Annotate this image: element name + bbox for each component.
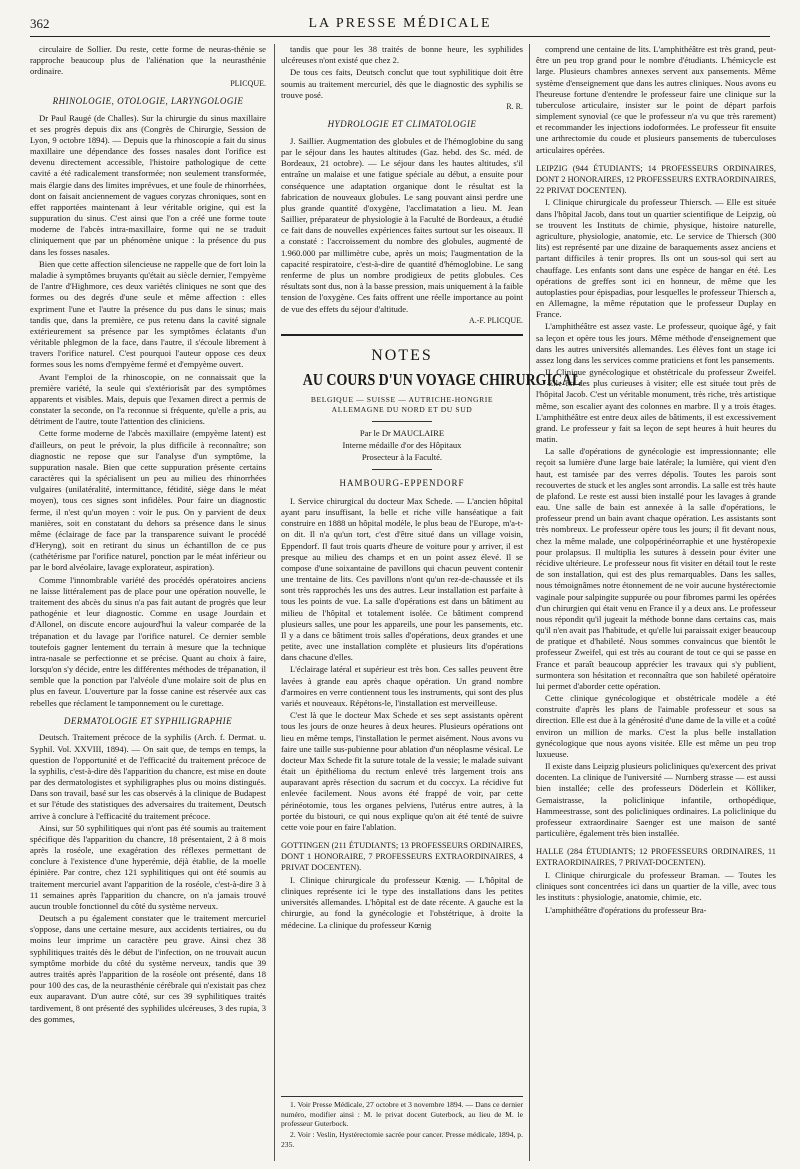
- paragraph: Ainsi, sur 50 syphilitiques qui n'ont pas été soumis au traitement spécifique dès l'apparition du chancre, 18 présentaient, 2 à 8 mois après la roséole, une exagération des réflexes permettant de conclure à l'existence d'une hyperémie, déjà établie, de la moelle épinière. Par contre, chez 121 syphilitiques qui ont été soumis au traitement mercuriel avant l'apparition de la roséole, c'est-à-dire 3 à 11 semaines après l'apparition du chancre, on n'a jamais trouvé aucun trouble fonctionnel du côté du système nerveux.: [30, 822, 266, 911]
- column-left: [30, 44, 266, 1161]
- column-middle: [281, 44, 582, 1161]
- article-rauge: Dr Paul Raugé (de Challes). Sur la chirurgie du sinus maxillaire et ses progrès depuis dix ans (Congrès de Chirurgie, Session de Lyon, 9 octobre 1894). — Depuis que la rhinoscopie a fait du sinus maxillaire une dépendance des fosses nasales dont l'orifice est devenu directement accessible, l'histoire pathologique de cette cavité a été radicalement transformée; non seulement transformée, mais élargie dans des limites imprévues, et une foule de rhinorrhées, dont on faisait anciennement de vagues coryzas chroniques, sont en effet rapportées maintenant à leur véritable origine, qui est la suppuration du sinus. C'est ainsi que l'on a créé une forme toute moderne de l'abcès intra-maxillaire, forme qui ne se traduit cliniquement que par un phénomène unique : la présence du pus dans les fosses nasales.: [30, 112, 266, 257]
- paragraph: II. Clinique gynécologique et obstétricale du professeur Zweifel. — Elle est des plus curieuses à visiter; elle est située tout près de l'hôpital Jacob. C'est un véritable monument, très riche, très artistique même, son escalier ayant des colonnes en marbre. Il y a trois étages. L'amphithéâtre est entre deux ailes de bâtiments, il est excessivement grand. Le professeur y fait sa leçon de sept heures à huit heures du matin.: [536, 367, 776, 445]
- byline-title: Interne médaille d'or des Hôpitaux: [342, 439, 462, 450]
- paragraph: L'amphithéâtre d'opérations du professeur Bra-: [545, 904, 707, 915]
- divider: [372, 421, 432, 422]
- paragraph: Deutsch a pu également constater que le traitement mercuriel s'oppose, dans une certaine mesure, aux accidents tertiaires, ou du moins leur imprime un caractère peu grave. Ainsi chez 38 syphilitiques traités dès le début de l'infection, on ne trouvait aucun symptôme morbide du côté du système nerveux, tandis que 39 autres traités après l'apparition de la roséole ont présenté, dans 18 pour 100 des cas, de la neurasthénie cérébrale qui n'existait pas chez eux auparavant. D'un autre côté, sur ces 39 syphilitiques traités tardivement, 8 ont présenté des syphilides ulcéreuses, 3 des rupia, 3 des gommes,: [30, 913, 266, 1024]
- byline-title: Prosecteur à la Faculté.: [361, 452, 443, 463]
- city-heading: GOTTINGEN (211 ÉTUDIANTS; 13 PROFESSEURS ORDINAIRES, DONT 1 HONORAIRE, 7 PROFESSEURS EXTRAORDINAIRES, 4 PRIVAT DOCENTEN).: [281, 841, 523, 872]
- paragraph: I. Service chirurgical du docteur Max Schede. — L'ancien hôpital ayant paru insuffisant, la belle et riche ville hanséatique a fait construire en 1888 un hôpital modèle, le plus beau de l'Europe, m'a-t-on dit. Il n'a qu'un tort, c'est d'être situé dans un village voisin, Eppendorf. Il faut trois quarts d'heure de voiture pour y arriver, il est presque au milieu des champs et en un point assez élevé. Il se compose d'une soixantaine de pavillons qui chacun peuvent contenir une trentaine de lits. Ces pavillons n'ont qu'un rez-de-chaussée et ils sont très rapprochés les uns des autres. Leur installation est parfaite à tous les points de vue. La salle d'opérations est dans un bâtiment au milieu de l'hôpital et totalement isolée. Ce bâtiment comprend plusieurs salles, une pour les appareils, une pour les pansements, etc. Il y a dans ce bâtiment trois salles d'opérations, deux grandes et une petite, avec une installation complète et plusieurs lits d'opérations dans chacune d'elles.: [281, 495, 523, 663]
- article-saillier: J. Saillier. Augmentation des globules et de l'hémoglobine du sang par le séjour dans les hautes altitudes (Gaz. hebd. des Sc. méd. de Bordeaux, 21 octobre). — Le séjour dans les hautes altitudes, s'il entraîne un malaise et une fatigue spéciale au début, a ensuite pour conséquence une adaptation organique dont le résultat est la fabrication de nouveaux globules. Le sang pouvant ainsi perdre une plus grande quantité d'oxygène, l'acclimatation a lieu. M. Jean Saillier, préparateur de physiologie à la Faculté de Bordeaux, a étudié ce fait dans de nouvelles expériences faites surtout sur les oiseaux. Il a constaté : l'accroissement du nombre des globules, augmenté de 1.960.000 par millimètre cube, après un mois; l'augmentation de la capacité respiratoire, c'est-à-dire de quantité d'hémoglobine. Le sang renferme de plus un nombre prodigieux de petits globules. Ces résultats sont dus, non à la basse pression, mais uniquement à la faible tension de l'oxygène. Ces faits offrent une réelle importance au point de vue des effets du séjour d'altitude.: [281, 135, 523, 314]
- paragraph: De tous ces faits, Deutsch conclut que tout syphilitique doit être soumis au traitement mercuriel, dès que le diagnostic des syphilis se trouve posé.: [281, 67, 523, 100]
- paragraph: Bien que cette affection silencieuse ne rappelle que de fort loin la maladie à symptômes bruyants qu'était au siècle dernier, l'empyème de l'antre d'Highmore, ces deux variétés cliniques ne sont que des formes ou des degrés d'une seule et même affection : elles expriment l'une et l'autre la présence du pus dans le sinus; mais tandis que, dans la première, ce pus retenu dans la cavité signale extérieurement sa présence par les symptômes éclatants d'un véritable phlegmon de la face, dans l'autre, il s'écoule librement à travers l'orifice naturel. C'est pourquoi l'auteur oppose ces deux formes sous les noms d'empyème fermé et d'empyème ouvert.: [30, 258, 266, 370]
- city-heading: LEIPZIG (944 ÉTUDIANTS; 14 PROFESSEURS ORDINAIRES, DONT 2 HONORAIRES, 12 PROFESSEURS EXTRAORDINAIRES, 22 PRIVAT DOCENTEN).: [536, 163, 776, 195]
- article-title: NOTES: [371, 347, 433, 365]
- paragraph: La salle d'opérations de gynécologie est impressionnante; elle reçoit sa lumière d'une large baie latérale; la lumière, qui vient d'en haut, est tamisée par des verres dépolis. Toutes les parois sont recouvertes de stuck et les angles sont arrondis. La salle est très haute de plafond. Le reste est aussi bien installé pour les lavages à grande eau. Une salle de bain est annexée à la salle d'opérations, le professeur prend un bain avant chaque opération. Les assistants sont très nombreux. Le professeur opère tous les jours; il fit devant nous, chez la même malade, une colpopérinéorraphie et une hystéropexie pour prolapsus. Il multiplia les sutures à dessein pour éviter une récidive ultérieure. Le professeur nous fit visiter en détail tout le reste de son installation, qui est des plus remarquables. Dans les salles, nous témoignâmes notre étonnement de ne voir aucune hystérectomie vaginale pour salpingite suppurée ou pour fibromes parmi les opérées d'un chirurgien qui était venu en France il y a deux ans. Le professeur nous répondit qu'il jugeait la méthode bonne dans certains cas, mais qu'il n'en avait pas l'habitude, et qu'elle lui paraissait exiger beaucoup de pratique et d'habileté. Nous sommes convaincus que bientôt le professeur Zweifel, qui est très au courant de tout ce qui se passe en France et paraît beaucoup apprécier les travaux qui s'y publient, surmontera son hésitation et reconnaîtra que son habileté opératoire lui permet d'aborder cette opération.: [536, 446, 776, 691]
- footnote: 2. Voir : Veslin, Hystérectomie sacrée pour cancer. Presse médicale, 1894, p. 235.: [281, 1130, 523, 1150]
- article-deutsch: Deutsch. Traitement précoce de la syphilis (Arch. f. Dermat. u. Syphil. Vol. XXVIII, 1894). — On sait que, de temps en temps, la question de l'opportunité et de l'efficacité du traitement précoce de la syphilis, c'est-à-dire dès l'apparition du chancre, est mise en doute par des dermatologistes et syphiligraphes plus ou moins distingués. Dans son travail, basé sur les cas observés à la clinique de Budapest et sur l'étude des statistiques des adversaires du traitement, Deutsch arrive à conclure à l'efficacité du traitement précoce.: [30, 732, 266, 821]
- paragraph: L'éclairage latéral et supérieur est très bon. Ces salles peuvent être lavées à grande eau après chaque opération. Un grand nombre d'armoires en verre contiennent tous les instruments, qui sont des plus variés et nouveaux. Répétons-le, l'installation est merveilleuse.: [281, 664, 523, 708]
- running-header: [30, 14, 770, 37]
- paragraph: comprend une centaine de lits. L'amphithéâtre est très grand, peut-être un peu trop grand pour le nombre d'étudiants. L'hémicycle est large. Plusieurs chambres annexes servent aux pansements. Même système d'enseignement que dans les autres cliniques. Nous avons eu l'heureuse fortune d'entendre le professeur faire une clinique sur la tuberculose articulaire, insister sur le point de départ parfois simplement synovial (ce que le professeur n'a vu que très rarement) et recommander les injections iodoformées. Le professeur fit ensuite une arthrectomie du coude et plusieurs pansements de tuberculoses articulaires opérées.: [536, 44, 776, 155]
- paragraph: Il existe dans Leipzig plusieurs policliniques qu'exercent des privat docenten. La clinique de l'université — Nurnberg strasse — est aussi bien installée; celle des professeurs Döderlein et Kölliker, Gemaistrasse, la policlinique infantile, orthopédique, Hammeestrasse, sont des policliniques ordinaires. La policlinique du professeur extraordinaire Saenger est une maison de santé particulière, également très bien installée.: [536, 761, 776, 839]
- section-heading: HYDROLOGIE ET CLIMATOLOGIE: [327, 119, 477, 130]
- paragraph: I. Clinique chirurgicale du professeur Braman. — Toutes les cliniques sont concentrées ici dans un quartier de la ville, avec tous les instituts : physiologie, anatomie, chimie, etc.: [536, 870, 776, 903]
- footnote: 1. Voir Presse Médicale, 27 octobre et 3 novembre 1894. — Dans ce dernier numéro, modifier ainsi : M. le privat docent Guterbock, au lieu de M. le professeur Guterbock.: [281, 1099, 523, 1129]
- journal-title: LA PRESSE MÉDICALE: [308, 16, 492, 31]
- divider: [372, 469, 432, 470]
- article-subtitle: AU COURS D'UN VOYAGE CHIRURGICAL: [302, 369, 582, 389]
- countries-line: BELGIQUE — SUISSE — AUTRICHE-HONGRIE: [310, 394, 494, 404]
- paragraph: Cette clinique gynécologique et obstétricale modèle a été construite d'après les plans de l'aimable professeur et sous sa direction. Elle est due à la générosité d'une dame de la ville et a coûté environ un million de marks. C'est la plus belle installation gynécologique que nous ayons visitée. Elle est même un peu trop luxueuse.: [536, 693, 776, 759]
- column-right: [536, 44, 776, 1161]
- paragraph: Cette forme moderne de l'abcès maxillaire (empyème latent) est d'ailleurs, on peut le prévoir, la plus difficile à reconnaître; son diagnostic ne repose que sur l'analyse d'un symptôme, la suppuration nasale. Bien que cette suppuration présente certains caractères qui la spécialisent un peu au milieu des rhinorrhées vulgaires (unilatéralité, intermittance, fétidité, siège dans le méat moyen), tous ces signes sont infidèles. Pour faire un diagnostic ferme, il n'est qu'un moyen : voir le pus. On y parvient de deux manières, soit en constatant du dehors sa présence dans le sinus même (éclairage de face par la transparence suivant le procédé d'Heryng), soit en retirant du sinus un échantillon de ce pus (cathétérisme par l'orifice naturel, ponction par le méat inférieur ou par le bord alvéolaire, lavage explorateur, aspiration).: [30, 428, 266, 573]
- city-heading: HAMBOURG-EPPENDORF: [339, 478, 465, 489]
- column-rule-left: [274, 44, 275, 1161]
- signature: PLICQUE.: [230, 78, 266, 88]
- signature: A.-F. PLICQUE.: [468, 315, 523, 325]
- paragraph: Comme l'innombrable variété des procédés opératoires anciens ne laisse littéralement pas de place pour une opération nouvelle, le traitement des abcès du sinus n'a pas fait autant de progrès que leur pathogénie et leur diagnostic. Comme en usage Jourdain et d'Allonel, on discute encore aujourd'hui la valeur comparée de la trépanation et du lavage par l'orifice naturel. Ce dernier semble toutefois gagner lentement du terrain à mesure que la technique intra-nasale se perfectionne et se précise. Quant au choix à faire, lorsqu'on s'y décide, entre les différentes méthodes de trépanation, il semble que la ponction par l'alvéole d'une molaire soit de plus en plus en faveur. L'ouverture par la fosse canine est réservée aux cas rebelles que réclament le tamponnement ou le curettage.: [30, 574, 266, 708]
- city-heading: HALLE (284 ÉTUDIANTS; 12 PROFESSEURS ORDINAIRES, 11 EXTRAORDINAIRES, 7 PRIVAT-DOCENTEN).: [536, 847, 776, 868]
- paragraph: tandis que pour les 38 traités de bonne heure, les syphilides ulcéreuses n'ont existé que chez 2.: [281, 44, 523, 66]
- column-rule-right: [529, 44, 530, 1161]
- divider: [281, 334, 523, 336]
- paragraph: circulaire de Sollier. Du reste, cette forme de neuras-thénie se rapproche beaucoup plus de l'aliénation que la neurasthénie ordinaire.: [30, 44, 266, 77]
- paragraph: I. Clinique chirurgicale du professeur Kœnig. — L'hôpital de cliniques représente ici le type des installations dans les petites universités allemandes. L'hôpital est de date récente. A gauche est la chirurgie, au fond la gynécologie et l'obstétrique, à droite la médecine. La clinique du professeur Kœnig: [281, 874, 523, 930]
- paragraph: L'amphithéâtre est assez vaste. Le professeur, quoique âgé, y fait sa leçon et opère tous les jours. Même méthode d'enseignement que dans les autres universités allemandes. Les élèves font un stage ici assez long dans les services comme praticiens et font les pansements.: [536, 321, 776, 365]
- paragraph: C'est là que le docteur Max Schede et ses sept assistants opèrent tous les jours de onze heures à deux heures. Plusieurs opérations ont lieu en même temps, l'installation le permet aisément. Nous avons vu faire une taille sus-pubienne pour ablation d'un néoplasme vésical. Le docteur Max Schede fit la suture totale de la vessie; le malade suivant était un épithélioma du rectum enlevé très largement trois ans auparavant après résection du sacrum et du coccyx. La récidive fut enlevée facilement. Nous avons été frappé de voir, par cette périnéotomie, tous les organes pelviens, l'utérus entre autres, à la portée du bistouri, ce qui nous explique qu'on ait été tenté de suivre cette voie pour en faire l'ablation.: [281, 710, 523, 832]
- paragraph: I. Clinique chirurgicale du professeur Thiersch. — Elle est située dans l'hôpital Jacob, dans tout un quartier scientifique de Leipzig, où se trouvent les Instituts de chimie, physique, histoire naturelle, agriculture, physiologie, anatomie, etc. Le service de Thiersch (300 lits) est représenté par une dizaine de baraquements assez anciens et partant difficiles à tenir propres. Ils ont un sous-sol qui sert au chauffage. Les enfants sont dans une espèce de hangar en été. Les opérations de greffes sont ici en honneur, de même que les autoplasties pour épispadias, pour lesquelles le professeur Thiersch a, en Allemagne, la même réputation que le professeur Duplay en France.: [536, 197, 776, 320]
- section-heading: RHINOLOGIE, OTOLOGIE, LARYNGOLOGIE: [52, 95, 244, 106]
- countries-line: ALLEMAGNE DU NORD ET DU SUD: [331, 404, 473, 414]
- signature: R. R.: [506, 101, 523, 111]
- page-number: 362: [30, 16, 50, 31]
- paragraph: Avant l'emploi de la rhinoscopie, on ne connaissait que la première variété, la seule qui s'extériorisât par des symptômes apparents et visibles. Mais, depuis que l'examen direct a permis de constater la seconde, on l'a reconnue si fréquente, qu'elle a pris, au détriment de l'autre, toute l'attention des cliniciens.: [30, 371, 266, 427]
- byline: Par le Dr MAUCLAIRE: [359, 427, 445, 438]
- section-heading: DERMATOLOGIE ET SYPHILIGRAPHIE: [63, 715, 233, 726]
- footnotes: [281, 1096, 523, 1151]
